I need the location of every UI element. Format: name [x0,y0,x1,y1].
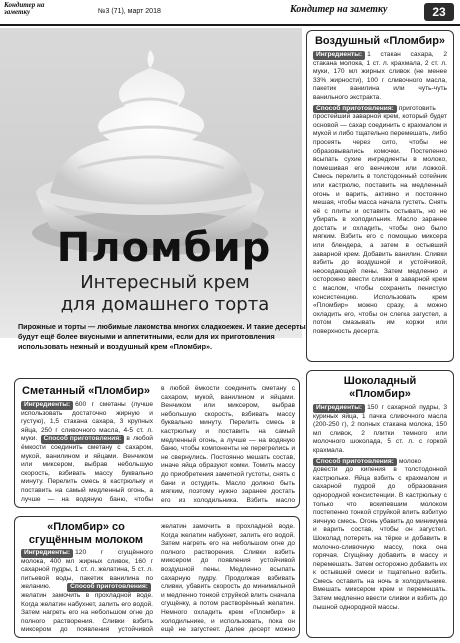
recipe-sour-title: Сметанный «Пломбир» [22,385,150,397]
recipe-sour-col-1: Ингредиенты: 600 г сметаны (лучше использовать достаточно жирную и густую), 1,5 стакана сахара, 3 крупных яйца, 250 г сливочного масла, 4-5 ст. л. муки. Способ приготовления: в любой ёмкости соединить сметану с сахаром, мукой, ванилином и яйцами. Венчиком или миксером, выбрав небольшую скорость, взбивать массу буквально минуту. Перелить смесь в кастрюльку и поставить на самый медленный огонь, а лучше — на водяную баню, чтобы [21,401,153,503]
recipe-choc-method: Способ приготовления: молоко довести до кипения в толстодонной кастрюльке. Яйца взбить с крахмалом и сахарной пудрой до образования однородной консистенции. В кастрюльку с только что вскипевшим молоком постепенно тонкой струйкой влить взбитую яичную смесь. Огонь убавить до минимума и варить состав, чтобы он загустел. Шоколад потереть на тёрке и добавить в молочно-сливочную массу, пока она горячая. Сгущёнку добавить в массу и перемешать. Затем осторожно добавить их к остывшей смеси и тщательно взбить. Смесь оставить на ночь в холодильнике. Вмешать миксером крем и перемешать. Затем медленно ввести сливки и взбить до пышной однородной массы. [313,457,447,611]
recipe-sour-col-2: в любой ёмкости соединить сметану с сахаром, мукой, ванилином и яйцами. Венчиком или миксером, выбрав небольшую скорость, взбивать массу буквально минуту. Перелить смесь в кастрюльку и поставить на самый медленный огонь, а лучше — на водяную баню, чтобы компоненты не перегрелись и не свернулись. Постоянно мешать состав, иначе яйца образуют комки. Томить массу до приобретения заметной густоты, снять с бани и остудить. Масло должно быть мягким, поэтому нужно заранее достать его из холодильника. Взбить масло [161,385,295,504]
page-number: 23 [424,3,454,21]
recipe-choc-ingredients: Ингредиенты: 150 г сахарной пудры, 3 куриных яйца, 1 пачка сливочного масла (200-250 г), 2 полных стакана молока, 150 мл сливок, 2 плитки темного или молочного шоколада, 5 ст. л. с горкой крахмала. [313,404,447,454]
recipe-sour-box [14,378,300,508]
section-rubric: Кондитер на заметку [290,4,388,15]
recipe-air-title: Воздушный «Пломбир» [314,35,446,47]
recipe-cond-box [14,516,300,638]
issue-number: №3 (71), март 2018 [98,8,161,15]
recipe-cond-col-1: Ингредиенты: 120 г сгущённого молока, 400 мл жирных сливок, 160 г сахарной пудры, 1 ст. л. желатина, 5 ст. л. питьевой воды, пакетик ванилина по желанию. Способ приготовления:желатин замочить в прохладной воде. Когда желатин набухнет, залить его водой. Затем нагреть его на небольшом огне до полного растворения. Сливки взбить миксером до появления устойчивой [21,549,153,634]
recipe-choc-title: Шоколадный «Пломбир» [343,375,417,400]
recipe-air-box [306,30,454,362]
recipe-choc-box [306,370,454,638]
article-subtitle: Интересный крем для домашнего торта [60,272,270,315]
article-title: Пломбир [56,225,272,271]
article-lead: Пирожные и торты — любимые лакомства многих сладкоежек. И такие десерты будут ещё более вкусными и аппетитными, если для их приготовления использовать нежный и воздушный крем «Пломбир». [18,322,306,351]
masthead-logo: Кондитер на заметку [4,1,45,16]
recipe-cond-title: «Пломбир» со сгущённым молоком [28,521,144,546]
recipe-air-method: Способ приготовления: приготовить простейший заварной крем, который будет основой — сахар соединить с крахмалом и мукой и либо тщательно перемешать, либо просеять через сито, чтобы не образовывались комочки. Постепенно всыпать сухие ингредиенты в молоко, помешивая его венчиком или ложкой. Смесь перелить в толстодонный сотейник или кастрюлю, поставить на медленный огонь и варить, активно и постоянно мешая, чтобы масса начала густеть. Снять её с плиты и оставить остывать, но не убирать в холодильник. Масло заранее достать и охладить, чтобы оно было мягким. Взбить его с помощью миксера или блендера, а затем в остывший заварной крем. Добавить ванилин. Сливки взбить до воздушной и устойчивой, неоседающей пены. Затем медленно и осторожно ввести сливки в заварной крем с маслом, чтобы сохранить пенистую консистенцию. Использовать крем «Пломбир» можно сразу, а можно охладить его, чтобы он слегка загустел, а потом смазывать им коржи или поверхность десерта. [313,104,447,335]
recipe-cond-col-2: желатин замочить в прохладной воде. Когда желатин набухнет, залить его водой. Затем нагреть его на небольшом огне до полного растворения. Сливки взбить миксером до появления устойчивой воздушной пены. Медленно всыпать сахарную пудру. Продолжая взбивать сливки, убавить скорость до минимальной и медленно тонкой струйкой влить сначала сгущёнку, а потом растворённый желатин. Немного охладить крем «Пломбир» в холодильнике, и использовать, пока он ещё не загустеет. Далее десерт можно [161,523,295,634]
recipe-air-ingredients: Ингредиенты: 1 стакан сахара, 2 стакана молока, 1 ст. л. крахмала, 2 ст. л. муки, 170 мл жирных сливок (не менее 33% жирности), 100 г сливочного масла, пакетик ванилина или чуть-чуть ванильного экстракта. [313,51,447,101]
page-header [0,0,460,26]
